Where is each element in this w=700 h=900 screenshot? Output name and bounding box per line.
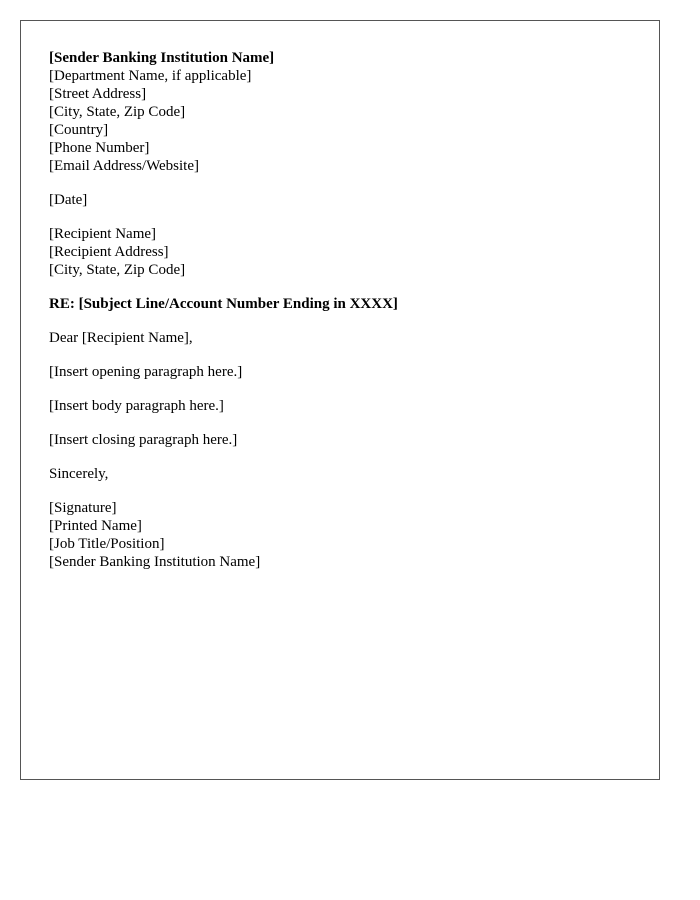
subject-line: RE: [Subject Line/Account Number Ending in XXXX] xyxy=(49,296,398,312)
letter-content xyxy=(49,49,631,587)
closing-phrase-block xyxy=(49,465,631,483)
sender-city-state-zip: [City, State, Zip Code] xyxy=(49,104,186,120)
printed-name: [Printed Name] xyxy=(49,518,142,534)
closing-paragraph: [Insert closing paragraph here.] xyxy=(49,432,238,448)
recipient-city-state-zip: [City, State, Zip Code] xyxy=(49,262,186,278)
body-paragraph: [Insert body paragraph here.] xyxy=(49,398,224,414)
job-title: [Job Title/Position] xyxy=(49,536,165,552)
letter-date: [Date] xyxy=(49,192,88,208)
letter-page xyxy=(20,20,660,780)
sender-street: [Street Address] xyxy=(49,86,147,102)
opening-paragraph: [Insert opening paragraph here.] xyxy=(49,364,243,380)
closing-phrase: Sincerely, xyxy=(49,466,109,482)
signature-institution-name: [Sender Banking Institution Name] xyxy=(49,554,261,570)
sender-address-block xyxy=(49,49,631,175)
recipient-name: [Recipient Name] xyxy=(49,226,157,242)
sender-department: [Department Name, if applicable] xyxy=(49,68,252,84)
date-block xyxy=(49,191,631,209)
sender-country: [Country] xyxy=(49,122,109,138)
sender-email-website: [Email Address/Website] xyxy=(49,158,200,174)
salutation: Dear [Recipient Name], xyxy=(49,330,193,346)
closing-paragraph-block xyxy=(49,431,631,449)
body-paragraph-block xyxy=(49,397,631,415)
signature-block xyxy=(49,499,631,571)
signature: [Signature] xyxy=(49,500,117,516)
sender-institution-name: [Sender Banking Institution Name] xyxy=(49,50,275,66)
opening-paragraph-block xyxy=(49,363,631,381)
sender-phone: [Phone Number] xyxy=(49,140,150,156)
recipient-address: [Recipient Address] xyxy=(49,244,169,260)
salutation-block xyxy=(49,329,631,347)
subject-block xyxy=(49,295,631,313)
recipient-address-block xyxy=(49,225,631,279)
